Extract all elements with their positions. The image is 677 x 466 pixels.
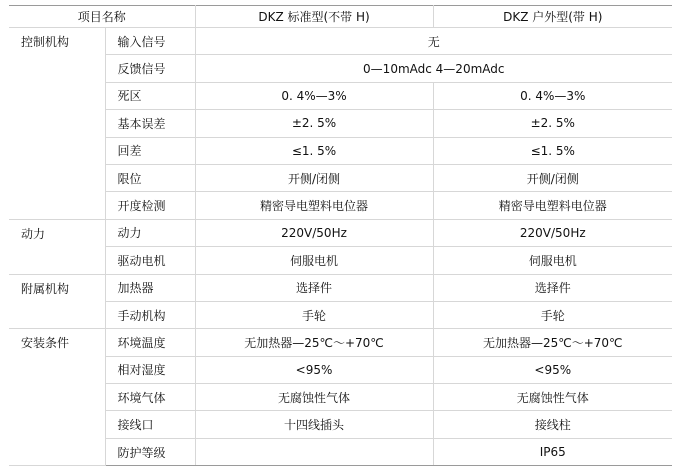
header-row — [9, 6, 672, 28]
parameter-name: 加热器 — [105, 274, 195, 301]
outdoor-value: 220V/50Hz — [433, 219, 672, 246]
outdoor-value: ≤1. 5% — [433, 137, 672, 164]
table-row — [9, 247, 672, 274]
standard-value: <95% — [195, 356, 433, 383]
standard-value: 无加热器—25℃～+70℃ — [195, 329, 433, 356]
parameter-name: 回差 — [105, 137, 195, 164]
header-standard-model: DKZ 标准型(不带 H) — [195, 6, 433, 28]
spec-table-body — [9, 28, 672, 466]
standard-value: 手轮 — [195, 301, 433, 328]
parameter-name: 动力 — [105, 219, 195, 246]
section-name: 附属机构 — [9, 274, 105, 329]
outdoor-value: ±2. 5% — [433, 110, 672, 137]
outdoor-value: 选择件 — [433, 274, 672, 301]
outdoor-value: 接线柱 — [433, 411, 672, 438]
parameter-name: 环境气体 — [105, 384, 195, 411]
header-item-name: 项目名称 — [9, 6, 195, 28]
parameter-name: 环境温度 — [105, 329, 195, 356]
specification-table — [9, 5, 672, 466]
parameter-name: 反馈信号 — [105, 55, 195, 82]
table-row — [9, 329, 672, 356]
outdoor-value: <95% — [433, 356, 672, 383]
parameter-name: 限位 — [105, 164, 195, 191]
outdoor-value: IP65 — [433, 438, 672, 465]
table-row — [9, 82, 672, 109]
parameter-name: 基本误差 — [105, 110, 195, 137]
standard-value: 无腐蚀性气体 — [195, 384, 433, 411]
parameter-name: 驱动电机 — [105, 247, 195, 274]
parameter-name: 防护等级 — [105, 438, 195, 465]
outdoor-value: 开侧/闭侧 — [433, 164, 672, 191]
table-row — [9, 301, 672, 328]
section-name: 安装条件 — [9, 329, 105, 466]
standard-value: 选择件 — [195, 274, 433, 301]
table-row — [9, 219, 672, 246]
table-row — [9, 274, 672, 301]
parameter-name: 相对湿度 — [105, 356, 195, 383]
parameter-name: 开度检测 — [105, 192, 195, 219]
shared-value: 无 — [195, 28, 672, 55]
section-name: 动力 — [9, 219, 105, 274]
standard-value: ±2. 5% — [195, 110, 433, 137]
parameter-name: 手动机构 — [105, 301, 195, 328]
standard-value: 十四线插头 — [195, 411, 433, 438]
spec-table-container — [9, 5, 672, 466]
table-row — [9, 411, 672, 438]
standard-value: 0. 4%—3% — [195, 82, 433, 109]
standard-value — [195, 438, 433, 465]
table-row — [9, 28, 672, 55]
standard-value: ≤1. 5% — [195, 137, 433, 164]
header-outdoor-model: DKZ 户外型(带 H) — [433, 6, 672, 28]
standard-value: 伺服电机 — [195, 247, 433, 274]
table-row — [9, 192, 672, 219]
standard-value: 220V/50Hz — [195, 219, 433, 246]
parameter-name: 接线口 — [105, 411, 195, 438]
outdoor-value: 精密导电塑料电位器 — [433, 192, 672, 219]
outdoor-value: 伺服电机 — [433, 247, 672, 274]
section-name: 控制机构 — [9, 28, 105, 220]
shared-value: 0—10mAdc 4—20mAdc — [195, 55, 672, 82]
table-row — [9, 356, 672, 383]
outdoor-value: 无腐蚀性气体 — [433, 384, 672, 411]
table-row — [9, 110, 672, 137]
table-row — [9, 164, 672, 191]
standard-value: 精密导电塑料电位器 — [195, 192, 433, 219]
table-row — [9, 438, 672, 465]
table-row — [9, 55, 672, 82]
outdoor-value: 手轮 — [433, 301, 672, 328]
table-row — [9, 137, 672, 164]
standard-value: 开侧/闭侧 — [195, 164, 433, 191]
parameter-name: 死区 — [105, 82, 195, 109]
outdoor-value: 无加热器—25℃～+70℃ — [433, 329, 672, 356]
table-row — [9, 384, 672, 411]
parameter-name: 输入信号 — [105, 28, 195, 55]
outdoor-value: 0. 4%—3% — [433, 82, 672, 109]
